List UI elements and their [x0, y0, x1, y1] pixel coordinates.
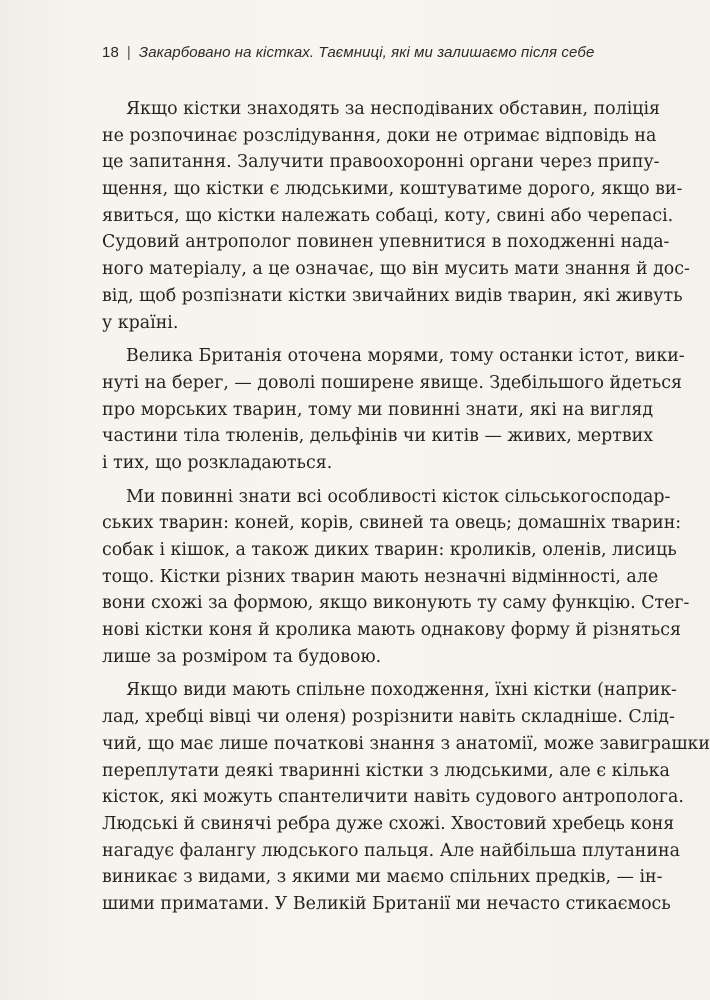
text-line: про морських тварин, тому ми повинні знати, які на вигляд — [102, 399, 654, 420]
running-title: Закарбовано на кістках. Таємниці, які ми залишаємо після себе — [138, 44, 595, 61]
text-line: Судовий антрополог повинен упевнитися в походженні нада- — [102, 232, 670, 253]
text-line: ного матеріалу, а це означає, що він мусить мати знання й дос- — [102, 259, 690, 280]
text-line: явиться, що кістки належать собаці, коту, свині або черепасі. — [102, 205, 674, 226]
text-line: чий, що має лише початкові знання з анатомії, може завиграшки — [102, 733, 710, 754]
text-line: переплутати деякі тваринні кістки з людськими, але є кілька — [102, 760, 670, 781]
text-line: Ми повинні знати всі особливості кісток сільськогосподар- — [126, 486, 671, 507]
text-line: Якщо види мають спільне походження, їхні кістки (наприк- — [126, 680, 677, 701]
text-line: щення, що кістки є людськими, коштуватиме дорого, якщо ви- — [102, 179, 683, 200]
text-line: нагадує фалангу людського пальця. Але найбільша плутанина — [102, 840, 680, 861]
text-line: Людські й свинячі ребра дуже схожі. Хвостовий хребець коня — [102, 813, 675, 834]
body-text — [102, 96, 710, 918]
text-line: Велика Британія оточена морями, тому останки істот, вики- — [126, 346, 685, 367]
paragraph — [102, 343, 685, 476]
text-line: у країні. — [102, 312, 179, 333]
paragraph — [102, 484, 690, 671]
text-line: нуті на берег, — доволі поширене явище. Здебільшого йдеться — [102, 372, 682, 393]
text-line: лад, хребці вівці чи оленя) розрізнити навіть складніше. Слід- — [102, 707, 675, 728]
text-line: вони схожі за формою, якщо виконують ту саму функцію. Стег- — [102, 593, 690, 614]
text-line: собак і кішок, а також диких тварин: кроликів, оленів, лисиць — [102, 540, 677, 560]
text-line: Якщо кістки знаходять за несподіваних обставин, поліція — [126, 99, 660, 119]
text-line: частини тіла тюленів, дельфінів чи китів — живих, мертвих — [102, 426, 654, 447]
text-line: ських тварин: коней, корів, свиней та овець; домашніх тварин: — [102, 513, 682, 534]
page-number: 18 — [102, 44, 119, 61]
running-header — [102, 44, 594, 61]
text-line: тощо. Кістки різних тварин мають незначні відмінності, але — [102, 566, 659, 587]
text-line: нові кістки коня й кролика мають однакову форму й різняться — [102, 620, 681, 641]
paragraph — [102, 96, 690, 336]
text-line: кісток, які можуть спантеличити навіть судового антрополога. — [102, 787, 684, 808]
text-line: це запитання. Залучити правоохоронні органи через припу- — [102, 152, 660, 173]
text-line: лише за розміром та будовою. — [102, 646, 382, 667]
text-line: шими приматами. У Великій Британії ми нечасто стикаємось — [102, 893, 671, 914]
text-line: і тих, що розкладаються. — [102, 452, 333, 473]
header-separator: | — [126, 44, 131, 61]
text-line: від, щоб розпізнати кістки звичайних видів тварин, які живуть — [102, 285, 683, 306]
paragraph — [102, 677, 710, 917]
text-line: не розпочинає розслідування, доки не отримає відповідь на — [102, 125, 657, 146]
text-line: виникає з видами, з якими ми маємо спільних предків, — ін- — [102, 867, 663, 888]
